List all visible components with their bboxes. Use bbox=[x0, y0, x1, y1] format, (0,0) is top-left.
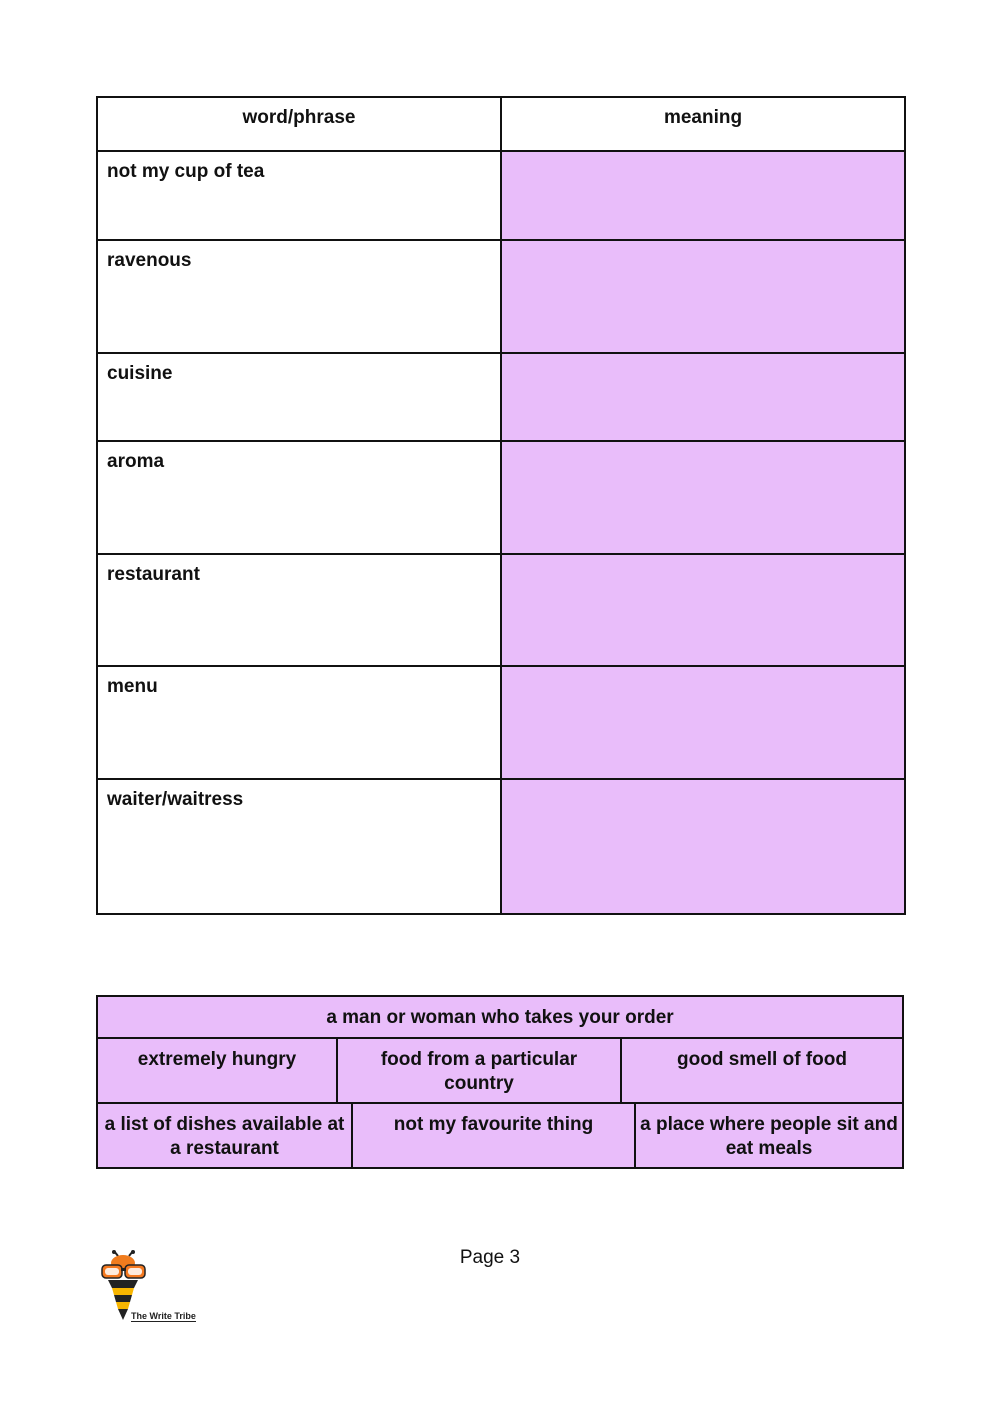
meaning-cell[interactable] bbox=[501, 240, 905, 353]
word-cell: aroma bbox=[97, 441, 501, 554]
meaning-cell[interactable] bbox=[501, 441, 905, 554]
answer-tile[interactable]: a list of dishes available at a restaurant bbox=[104, 1114, 345, 1159]
meaning-cell[interactable] bbox=[501, 779, 905, 914]
word-cell: restaurant bbox=[97, 554, 501, 666]
answer-row bbox=[98, 1104, 902, 1167]
answer-bank bbox=[96, 995, 904, 1169]
table-row bbox=[97, 353, 905, 441]
answer-tile[interactable]: a place where people sit and eat meals bbox=[634, 1104, 902, 1167]
table-row bbox=[97, 240, 905, 353]
table-row bbox=[97, 441, 905, 554]
word-cell: not my cup of tea bbox=[97, 151, 501, 240]
answer-tile[interactable]: food from a particular country bbox=[336, 1039, 620, 1102]
meaning-cell[interactable] bbox=[501, 666, 905, 779]
meaning-cell[interactable] bbox=[501, 554, 905, 666]
table-row bbox=[97, 151, 905, 240]
word-cell: ravenous bbox=[97, 240, 501, 353]
word-cell: cuisine bbox=[97, 353, 501, 441]
table-header-row bbox=[97, 97, 905, 151]
table-row bbox=[97, 554, 905, 666]
meaning-column-header: meaning bbox=[501, 97, 905, 151]
word-column-header: word/phrase bbox=[97, 97, 501, 151]
page-number: Page 3 bbox=[459, 1247, 521, 1268]
answer-row bbox=[98, 997, 902, 1039]
meaning-cell[interactable] bbox=[501, 353, 905, 441]
table-row bbox=[97, 779, 905, 914]
meaning-cell[interactable] bbox=[501, 151, 905, 240]
answer-tile[interactable]: not my favourite thing bbox=[351, 1104, 634, 1167]
logo-text: The Write Tribe bbox=[131, 1311, 196, 1321]
answer-tile[interactable]: a man or woman who takes your order bbox=[326, 1007, 674, 1028]
table-row bbox=[97, 666, 905, 779]
word-cell: waiter/waitress bbox=[97, 779, 501, 914]
vocabulary-table bbox=[96, 96, 906, 915]
word-cell: menu bbox=[97, 666, 501, 779]
answer-tile[interactable]: extremely hungry bbox=[137, 1049, 297, 1070]
answer-row bbox=[98, 1039, 902, 1104]
answer-tile[interactable]: good smell of food bbox=[620, 1039, 902, 1102]
